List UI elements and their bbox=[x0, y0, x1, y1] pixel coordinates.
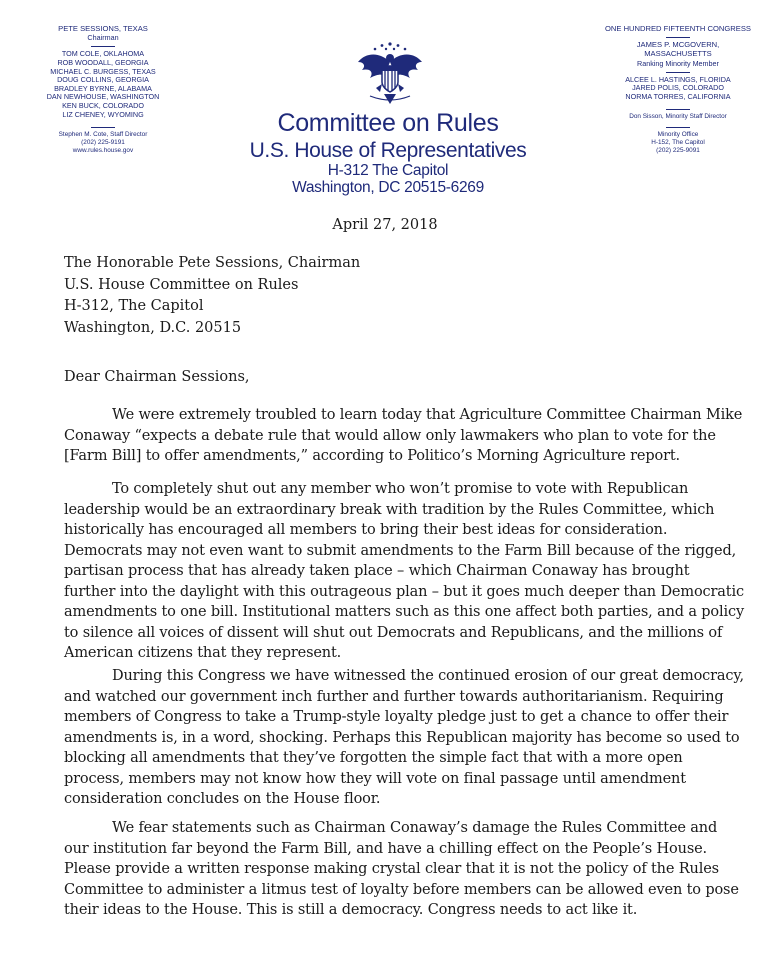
minority-roster bbox=[590, 24, 766, 155]
body-paragraph: We fear statements such as Chairman Conaway’s damage the Rules Committee and our institution far beyond the Farm Bill, and have a chilling effect on the People’s House. Please provide a written response making crystal clear that it is not the policy of the Rules Committee to administer a litmus test of loyalty before members can be allowed even to pose their ideas to the House. This is still a democracy. Congress needs to act like it. bbox=[64, 820, 739, 918]
ranking-member-state: MASSACHUSETTS bbox=[644, 49, 712, 58]
member-name: JARED POLIS, COLORADO bbox=[632, 83, 724, 93]
recipient-line: U.S. House Committee on Rules bbox=[64, 276, 299, 293]
member-name: ROB WOODALL, GEORGIA bbox=[57, 58, 149, 67]
member-name: TOM COLE, OKLAHOMA bbox=[61, 49, 145, 59]
body-paragraph: To completely shut out any member who won’t promise to vote with Republican leadership would be an extraordinary break with tradition by the Rules Committee, which historically has encouraged all members to bring their best ideas for consideration. Democrats may not even want to submit amendments to the Farm Bill because of the rigged, partisan process that has already taken place – which Chairman Conaway has brought further into the daylight with this outrageous plan – but it goes much deeper than Democratic amendments to one bill. Institutional matters such as this one affect both parties, and a policy to silence all voices of dissent will shut out Democrats and Republicans, and the millions of American citizens that they represent. bbox=[64, 481, 745, 661]
ranking-member-title: Ranking Minority Member bbox=[637, 58, 719, 68]
recipient-line: H-312, The Capitol bbox=[64, 298, 204, 314]
recipient-address bbox=[64, 253, 360, 339]
house-seal-eagle-icon bbox=[352, 38, 428, 114]
minority-phone: (202) 225-9091 bbox=[656, 147, 700, 155]
committee-name: Committee on Rules bbox=[277, 109, 499, 137]
recipient-line: Washington, D.C. 20515 bbox=[64, 319, 242, 336]
member-name: ALCEE L. HASTINGS, FLORIDA bbox=[625, 74, 731, 84]
majority-roster bbox=[18, 24, 188, 155]
member-name: BRADLEY BYRNE, ALABAMA bbox=[54, 83, 152, 93]
minority-office-label: Minority Office bbox=[657, 131, 699, 139]
member-name: MICHAEL C. BURGESS, TEXAS bbox=[50, 66, 156, 76]
committee-address-line-2: Washington, DC 20515-6269 bbox=[292, 179, 484, 196]
body-paragraph: During this Congress we have witnessed the continued erosion of our great democracy, and watched our government inch further and further towards authoritarianism. Requiring members of Congress to take a Trump-style loyalty pledge just to get a chance to offer their amendments is, in a word, shocking. Perhaps this Republican majority has become so used to blocking all amendments that they’ve forgotten the simple fact that with a more open process, members may not know how they will vote on final passage until amendment consideration concludes on the House floor. bbox=[64, 668, 744, 807]
chairman-title: Chairman bbox=[87, 33, 119, 43]
letter-date: April 27, 2018 bbox=[332, 217, 438, 233]
salutation: Dear Chairman Sessions, bbox=[64, 369, 250, 385]
member-name: DAN NEWHOUSE, WASHINGTON bbox=[46, 92, 160, 102]
divider bbox=[666, 37, 690, 38]
divider bbox=[91, 127, 115, 128]
minority-staff-director: Don Sisson, Minority Staff Director bbox=[629, 113, 727, 121]
member-name: NORMA TORRES, CALIFORNIA bbox=[625, 91, 731, 101]
body-paragraph: We were extremely troubled to learn today that Agriculture Committee Chairman Mike Conaway “expects a debate rule that would allow only lawmakers who plan to vote for the [Farm Bill] to offer amendments,” according to Politico’s Morning Agriculture report. bbox=[64, 407, 743, 464]
divider bbox=[666, 72, 690, 73]
ranking-member-name: JAMES P. MCGOVERN, bbox=[636, 40, 720, 50]
congress-label: ONE HUNDRED FIFTEENTH CONGRESS bbox=[605, 24, 751, 33]
divider bbox=[666, 127, 690, 128]
majority-phone: (202) 225-9191 bbox=[81, 139, 125, 147]
chairman-name: PETE SESSIONS, TEXAS bbox=[58, 24, 148, 33]
committee-address-line-1: H-312 The Capitol bbox=[327, 162, 449, 179]
member-name: LIZ CHENEY, WYOMING bbox=[62, 109, 144, 119]
divider bbox=[91, 46, 115, 47]
minority-office-room: H-152, The Capitol bbox=[651, 139, 705, 147]
divider bbox=[666, 109, 690, 110]
house-name: U.S. House of Representatives bbox=[249, 139, 527, 162]
staff-director: Stephen M. Cote, Staff Director bbox=[58, 131, 148, 139]
recipient-line: The Honorable Pete Sessions, Chairman bbox=[64, 255, 361, 271]
rules-website-link[interactable]: www.rules.house.gov bbox=[72, 147, 134, 155]
member-name: KEN BUCK, COLORADO bbox=[62, 100, 144, 110]
member-name: DOUG COLLINS, GEORGIA bbox=[57, 75, 149, 85]
